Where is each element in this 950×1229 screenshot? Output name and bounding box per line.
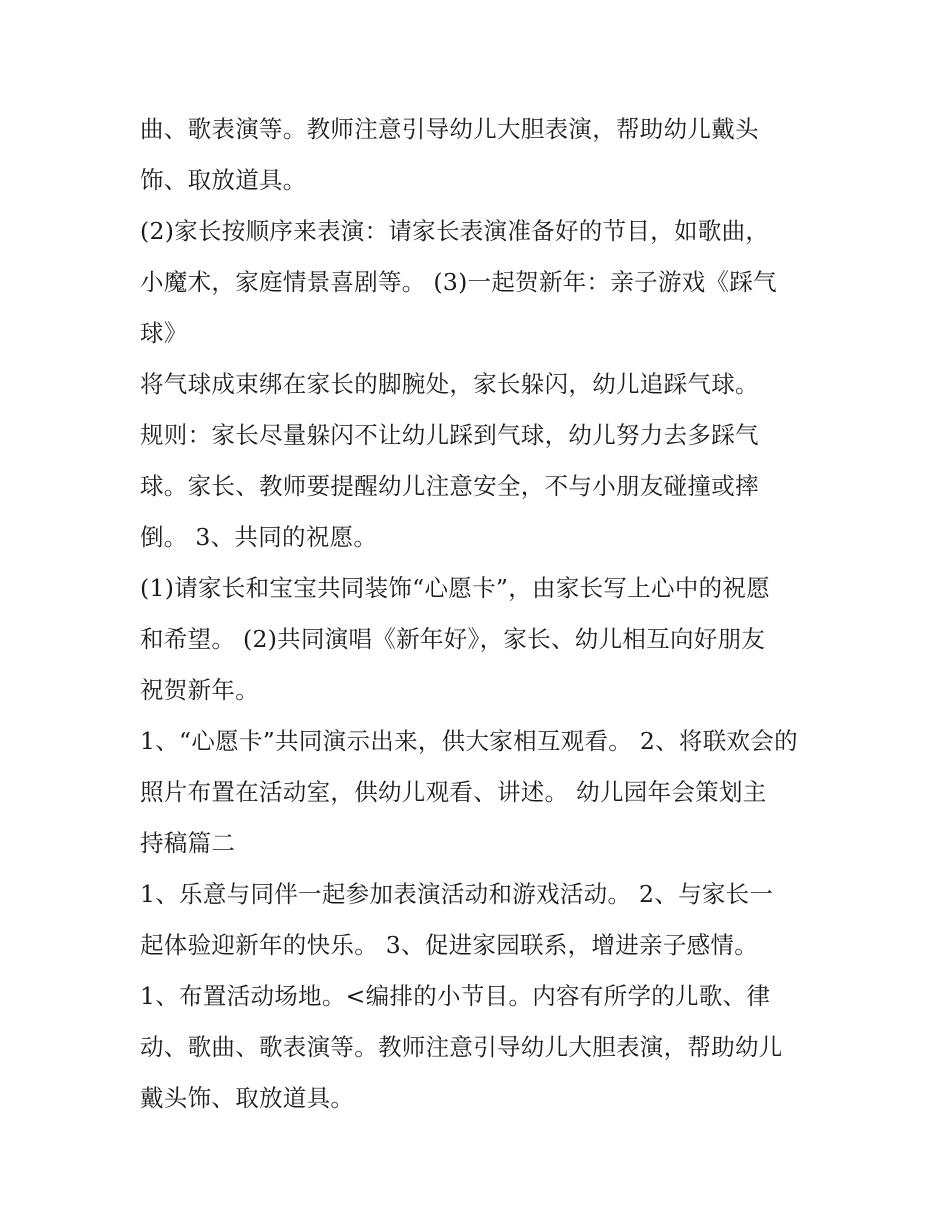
text-line: (1)请家长和宝宝共同装饰“心愿卡”，由家长写上心中的祝愿 (140, 574, 771, 602)
text-line: 球》 (140, 319, 188, 347)
text-line: 曲、歌表演等。教师注意引导幼儿大胆表演，帮助幼儿戴头 (140, 115, 759, 143)
document-body (140, 104, 820, 1124)
text-line: 戴头饰、取放道具。 (140, 1084, 355, 1112)
text-line: 将气球成束绑在家长的脚腕处，家长躲闪，幼儿追踩气球。 (140, 370, 759, 398)
text-line: 1、布置活动场地。<编排的小节目。内容有所学的儿歌、律 (140, 982, 771, 1010)
text-line: 倒。 3、共同的祝愿。 (140, 523, 378, 551)
text-line: 1、“心愿卡”共同演示出来，供大家相互观看。 2、将联欢会的 (140, 727, 798, 755)
text-line: 小魔术，家庭情景喜剧等。 (3)一起贺新年：亲子游戏《踩气 (140, 268, 777, 296)
text-line: 规则：家长尽量躲闪不让幼儿踩到气球，幼儿努力去多踩气 (140, 421, 759, 449)
text-line: 照片布置在活动室，供幼儿观看、讲述。 幼儿园年会策划主 (140, 778, 767, 806)
text-line: 饰、取放道具。 (140, 166, 307, 194)
text-line: 持稿篇二 (140, 829, 236, 857)
text-line: 1、乐意与同伴一起参加表演活动和游戏活动。 2、与家长一 (140, 880, 774, 908)
text-line: 球。家长、教师要提醒幼儿注意安全，不与小朋友碰撞或摔 (140, 472, 759, 500)
text-line: 和希望。 (2)共同演唱《新年好》，家长、幼儿相互向好朋友 (140, 625, 766, 653)
text-line: 祝贺新年。 (140, 676, 259, 704)
text-line: 动、歌曲、歌表演等。教师注意引导幼儿大胆表演，帮助幼儿 (140, 1033, 783, 1061)
text-line: 起体验迎新年的快乐。 3、促进家园联系，增进亲子感情。 (140, 931, 759, 959)
text-line: (2)家长按顺序来表演：请家长表演准备好的节目，如歌曲， (140, 217, 770, 245)
